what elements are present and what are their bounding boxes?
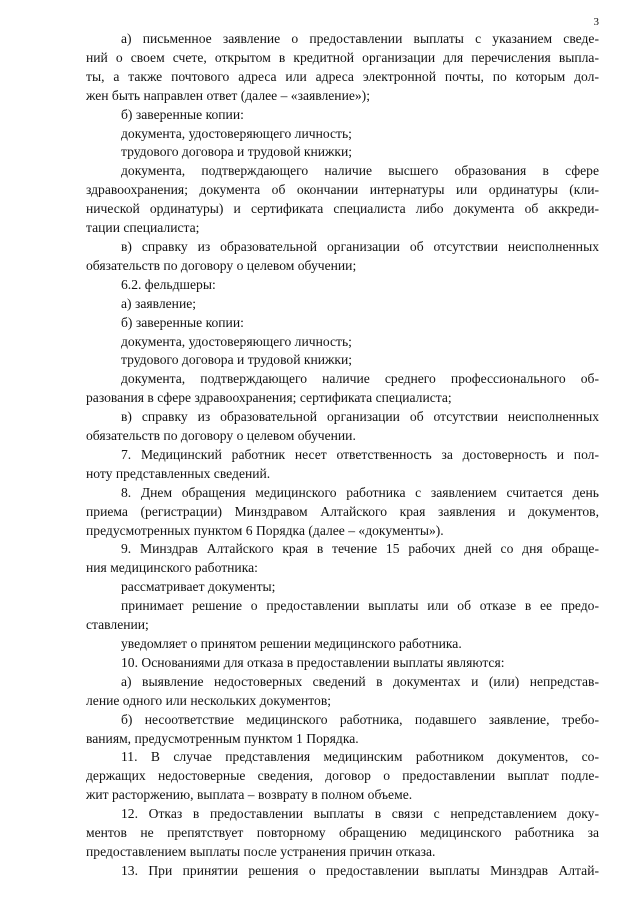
text-line: нической ординатуры) и сертификата специалиста либо документа об аккреди- — [86, 201, 599, 217]
text-line: документа, подтверждающего наличие среднего профессионального об- — [121, 371, 599, 387]
text-line: б) заверенные копии: — [121, 314, 244, 330]
text-line: документа, удостоверяющего личность; — [121, 333, 352, 349]
text-line: б) несоответствие медицинского работника, подавшего заявление, требо- — [121, 711, 599, 727]
text-line: жит расторжению, выплата – возврату в полном объеме. — [86, 787, 413, 803]
text-line: 9. Минздрав Алтайского края в течение 15 рабочих дней со дня обраще- — [121, 541, 599, 557]
text-line: 11. В случае представления медицинским работником документов, со- — [121, 749, 599, 765]
text-line: жен быть направлен ответ (далее – «заявление»); — [86, 87, 370, 103]
text-line: уведомляет о принятом решении медицинского работника. — [121, 636, 462, 651]
text-line: держащих недостоверные сведения, договор о предоставлении выплат подле- — [86, 768, 599, 784]
text-line: ставлении; — [86, 617, 149, 633]
text-line: обязательств по договору о целевом обучении. — [86, 428, 356, 444]
text-line: ментов не препятствует повторному обращению медицинского работника за — [86, 825, 599, 841]
text-line: а) выявление недостоверных сведений в документах и (или) непредстав- — [121, 673, 599, 689]
text-line: б) заверенные копии: — [121, 106, 244, 122]
page-number: 3 — [593, 16, 599, 28]
text-line: 7. Медицинский работник несет ответственность за достоверность и пол- — [121, 446, 599, 462]
text-line: ление одного или нескольких документов; — [86, 692, 332, 708]
text-line: а) заявление; — [121, 295, 197, 311]
document-body — [86, 30, 599, 881]
text-line: трудового договора и трудовой книжки; — [121, 144, 353, 160]
text-line: принимает решение о предоставлении выплаты или об отказе в ее предо- — [121, 598, 599, 614]
text-line: а) письменное заявление о предоставлении выплаты с указанием сведе- — [121, 31, 599, 46]
text-line: тации специалиста; — [86, 220, 200, 236]
text-line: предоставлением выплаты после устранения причин отказа. — [86, 843, 436, 859]
text-line: ний о своем счете, открытом в кредитной организации для перечисления выпла- — [86, 49, 599, 65]
text-line: разования в сфере здравоохранения; сертификата специалиста; — [86, 390, 452, 406]
text-line: в) справку из образовательной организации об отсутствии неисполненных — [121, 409, 599, 425]
text-line: 10. Основаниями для отказа в предоставлении выплаты являются: — [121, 654, 505, 670]
text-line: ты, а также почтового адреса или адреса электронной почты, по которым дол- — [86, 68, 599, 84]
text-line: 8. Днем обращения медицинского работника с заявлением считается день — [121, 484, 599, 500]
text-line: ноту представленных сведений. — [86, 465, 271, 481]
text-line: трудового договора и трудовой книжки; — [121, 352, 353, 368]
text-line: документа, удостоверяющего личность; — [121, 125, 352, 141]
text-line: ваниям, предусмотренным пунктом 1 Порядка. — [86, 730, 359, 746]
text-line: 12. Отказ в предоставлении выплаты в связи с непредставлением доку- — [121, 806, 599, 822]
text-line: документа, подтверждающего наличие высшего образования в сфере — [121, 163, 599, 179]
text-line: приема (регистрации) Минздравом Алтайского края заявления и документов, — [86, 503, 599, 519]
text-line: рассматривает документы; — [121, 579, 276, 595]
text-line: обязательств по договору о целевом обучении; — [86, 257, 357, 273]
text-line: 13. При принятии решения о предоставлении выплаты Минздрав Алтай- — [121, 862, 599, 878]
text-line: ния медицинского работника: — [86, 560, 258, 576]
text-line: здравоохранения; документа об окончании интернатуры или ординатуры (кли- — [86, 182, 599, 198]
text-line: 6.2. фельдшеры: — [121, 276, 216, 292]
text-line: в) справку из образовательной организации об отсутствии неисполненных — [121, 238, 599, 254]
text-line: предусмотренных пунктом 6 Порядка (далее – «документы»). — [86, 522, 444, 538]
